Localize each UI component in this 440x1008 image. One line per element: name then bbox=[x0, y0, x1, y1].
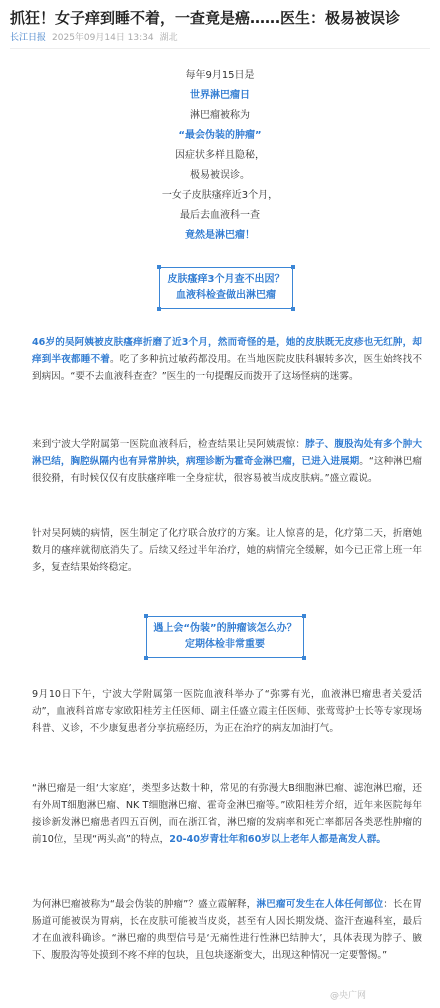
source-link[interactable]: 长江日报 bbox=[10, 33, 47, 43]
box-corner bbox=[144, 656, 148, 660]
section-2-subtitle: 定期体检非常重要 bbox=[185, 639, 265, 650]
section-2-title: 遇上会“伪装”的肿瘤该怎么办？ bbox=[153, 623, 297, 634]
paragraph-1 bbox=[32, 334, 422, 385]
section-header-1 bbox=[159, 267, 293, 309]
box-corner bbox=[291, 265, 295, 269]
box-corner bbox=[291, 307, 295, 311]
paragraph-5-text: “淋巴瘤是一组‘大家庭’，类型多达数十种，常见的有弥漫大B细胞淋巴瘤、滤泡淋巴瘤，还有外周T细胞淋巴瘤、NK T细胞淋巴瘤、霍奇金淋巴瘤等。”欧阳桂芳介绍，近年来医院每年接诊新发淋巴瘤患者四五百例，而在浙江省，淋巴瘤的发病率和死亡率都居各类恶性肿瘤的前10位，呈现“两头高”的特点， bbox=[32, 783, 422, 845]
paragraph-3 bbox=[32, 525, 422, 576]
intro-highlight-3: 竟然是淋巴瘤！ bbox=[185, 230, 255, 241]
intro-highlight-1: 世界淋巴瘤日 bbox=[190, 90, 250, 101]
intro-line-8: 最后去血液科一查 bbox=[180, 210, 260, 221]
intro-line-3: 淋巴瘤被称为 bbox=[190, 110, 250, 121]
section-header-2 bbox=[146, 616, 304, 658]
publish-time: 2025年09月14日 13:34 bbox=[52, 33, 154, 43]
header-divider bbox=[10, 48, 430, 49]
box-corner bbox=[302, 656, 306, 660]
box-corner bbox=[302, 614, 306, 618]
intro-line-9 bbox=[0, 226, 440, 246]
intro-line-7: 一女子皮肤瘙痒近3个月， bbox=[161, 190, 279, 201]
section-1-subtitle: 血液科检查做出淋巴瘤 bbox=[176, 290, 276, 301]
paragraph-2 bbox=[32, 436, 422, 487]
intro-line-6: 极易被误诊。 bbox=[190, 170, 250, 181]
paragraph-4-text: 9月10日下午，宁波大学附属第一医院血液科举办了“弥雾有光，血液淋巴瘤患者关爱活动”，血液科首席专家欧阳桂芳主任医师、副主任盛立霞主任医师、张莺莺护士长等专家现场科普、义诊，不少康复患者分享抗癌经历，为正在治疗的病友加油打气。 bbox=[32, 689, 422, 734]
section-1-title: 皮肤瘙痒3个月查不出因？ bbox=[167, 274, 285, 285]
paragraph-6 bbox=[32, 896, 422, 964]
paragraph-6-highlight: 淋巴瘤可发生在人体任何部位 bbox=[256, 899, 384, 910]
intro-line-4 bbox=[0, 126, 440, 146]
intro-highlight-2: “最会伪装的肿瘤” bbox=[178, 130, 262, 141]
intro-line-2 bbox=[0, 86, 440, 106]
paragraph-6-text-1: 为何淋巴瘤被称为“最会伪装的肿瘤”？盛立霞解释， bbox=[32, 899, 257, 910]
paragraph-2-highlight: 脖子、腹股沟处有多个肿大淋巴结，胸腔纵隔内也有异常肿块，病理诊断为霍奇金淋巴瘤，已进入进展期 bbox=[32, 439, 423, 467]
article-meta bbox=[10, 32, 430, 44]
paragraph-3-text: 针对吴阿姨的病情，医生制定了化疗联合放疗的方案。让人惊喜的是，化疗第二天，折磨她数月的瘙痒就彻底消失了。后续又经过半年治疗，她的病情完全缓解，如今已正常上班一年多，复查结果始终稳定。 bbox=[32, 528, 422, 573]
box-corner bbox=[144, 614, 148, 618]
paragraph-1-highlight: 46岁的吴阿姨被皮肤瘙痒折磨了近3个月，然而奇怪的是，她的皮肤既无皮疹也无红肿，却痒到半夜都睡不着 bbox=[32, 337, 422, 365]
paragraph-2-text-2: 。“这种淋巴瘤很狡猾，有时候仅仅有皮肤瘙痒唯一全身症状，很容易被当成皮肤病。”盛立霞说。 bbox=[32, 456, 422, 484]
paragraph-5-highlight: 20-40岁青壮年和60岁以上老年人都是高发人群。 bbox=[169, 834, 387, 845]
box-corner bbox=[157, 307, 161, 311]
article-title: 抓狂！女子痒到睡不着，一查竟是癌……医生：极易被误诊 bbox=[10, 9, 401, 27]
intro-line-1: 每年9月15日是 bbox=[185, 70, 255, 81]
region: 湖北 bbox=[159, 33, 178, 43]
paragraph-4 bbox=[32, 686, 422, 737]
intro-line-5: 因症状多样且隐秘， bbox=[175, 150, 265, 161]
paragraph-5 bbox=[32, 780, 422, 848]
paragraph-6-text-2: ：长在胃肠道可能被误为胃病，长在皮肤可能被当皮炎，甚至有人因长期发烧、盗汗查遍科室，最后才在血液科确诊。“淋巴瘤的典型信号是‘无痛性进行性淋巴结肿大’，具体表现为脖子、腋下、腹股沟等处摸到不疼不痒的包块，且包块逐渐变大，出现这种情况一定要警惕。” bbox=[32, 899, 423, 961]
paragraph-1-text: 。吃了多种抗过敏药都没用。在当地医院皮肤科辗转多次，医生始终找不到病因。“要不去血液科查查？”医生的一句提醒反而拨开了这场怪病的迷雾。 bbox=[32, 354, 423, 382]
watermark: @央广网 bbox=[330, 991, 367, 1001]
paragraph-2-text-1: 来到宁波大学附属第一医院血液科后，检查结果让吴阿姨震惊： bbox=[32, 439, 306, 450]
box-corner bbox=[157, 265, 161, 269]
